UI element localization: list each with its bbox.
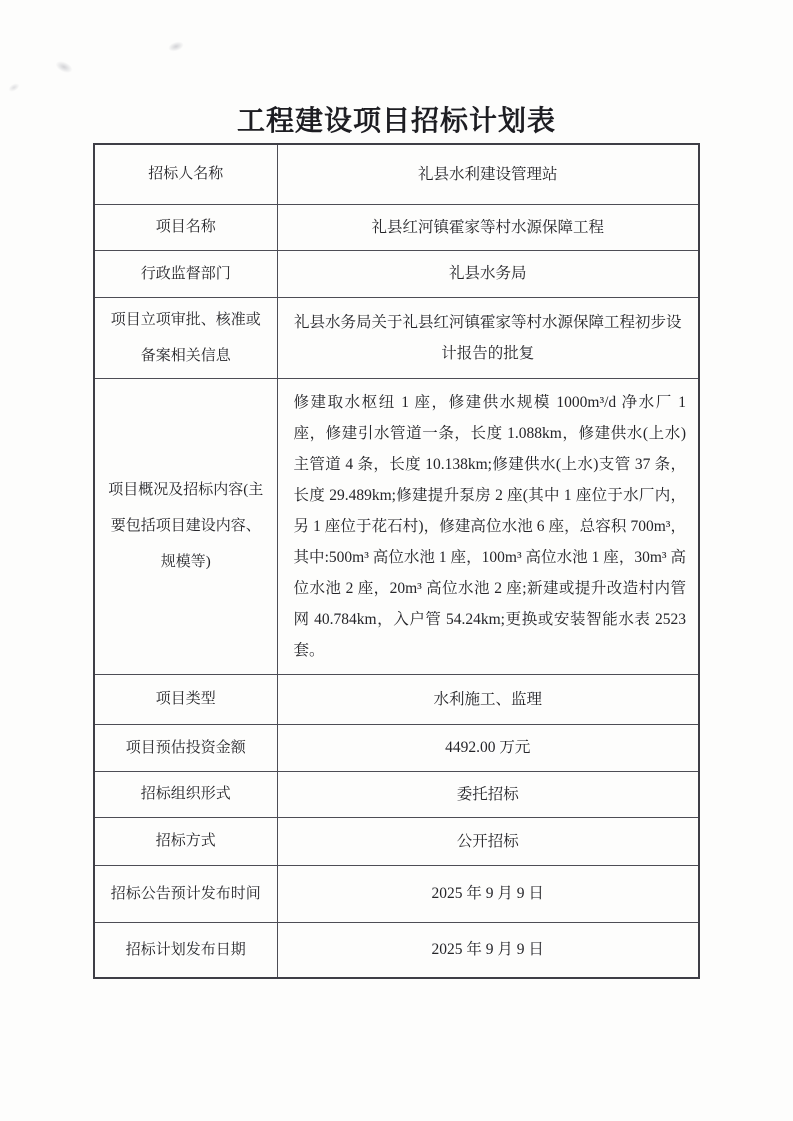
table-row <box>94 817 699 865</box>
row-value: 2025 年 9 月 9 日 <box>277 922 699 978</box>
row-label: 项目类型 <box>94 674 277 724</box>
table-row <box>94 378 699 674</box>
bidding-plan-table <box>93 143 700 979</box>
row-label: 项目概况及招标内容(主要包括项目建设内容、规模等) <box>94 378 277 674</box>
table-row <box>94 865 699 922</box>
row-label: 招标方式 <box>94 817 277 865</box>
row-label: 招标公告预计发布时间 <box>94 865 277 922</box>
scan-smudge <box>167 40 185 54</box>
row-value: 修建取水枢纽 1 座，修建供水规模 1000m³/d 净水厂 1 座，修建引水管道一条，长度 1.088km，修建供水(上水)主管道 4 条，长度 10.138km;修建供水(上水)支管 37 条，长度 29.489km;修建提升泵房 2 座(其中 1 座位于水厂内，另 1 座位于花石村)，修建高位水池 6 座，总容积 700m³，其中:500m³ 高位水池 1 座，100m³ 高位水池 1 座，30m³ 高位水池 2 座，20m³ 高位水池 2 座;新建或提升改造村内管网 40.784km，入户管 54.24km;更换或安装智能水表 2523 套。 <box>277 378 699 674</box>
table-row <box>94 674 699 724</box>
document-title: 工程建设项目招标计划表 <box>236 106 556 137</box>
row-value: 礼县水务局关于礼县红河镇霍家等村水源保障工程初步设计报告的批复 <box>277 297 699 378</box>
row-value: 委托招标 <box>277 771 699 817</box>
row-label: 项目预估投资金额 <box>94 724 277 771</box>
row-value: 礼县水务局 <box>277 250 699 297</box>
table-row <box>94 724 699 771</box>
table-row <box>94 922 699 978</box>
table-row <box>94 297 699 378</box>
row-value: 礼县水利建设管理站 <box>277 144 699 204</box>
bidding-plan-table-body <box>94 144 699 978</box>
row-value: 水利施工、监理 <box>277 674 699 724</box>
scan-smudge <box>54 59 75 76</box>
row-label: 招标计划发布日期 <box>94 922 277 978</box>
row-value: 4492.00 万元 <box>277 724 699 771</box>
row-value: 礼县红河镇霍家等村水源保障工程 <box>277 204 699 250</box>
table-row <box>94 144 699 204</box>
table-row <box>94 204 699 250</box>
row-label: 行政监督部门 <box>94 250 277 297</box>
row-label: 招标人名称 <box>94 144 277 204</box>
table-row <box>94 771 699 817</box>
row-label: 招标组织形式 <box>94 771 277 817</box>
scan-smudge <box>7 81 21 93</box>
row-label: 项目名称 <box>94 204 277 250</box>
row-value: 公开招标 <box>277 817 699 865</box>
table-row <box>94 250 699 297</box>
row-value: 2025 年 9 月 9 日 <box>277 865 699 922</box>
row-label: 项目立项审批、核准或备案相关信息 <box>94 297 277 378</box>
